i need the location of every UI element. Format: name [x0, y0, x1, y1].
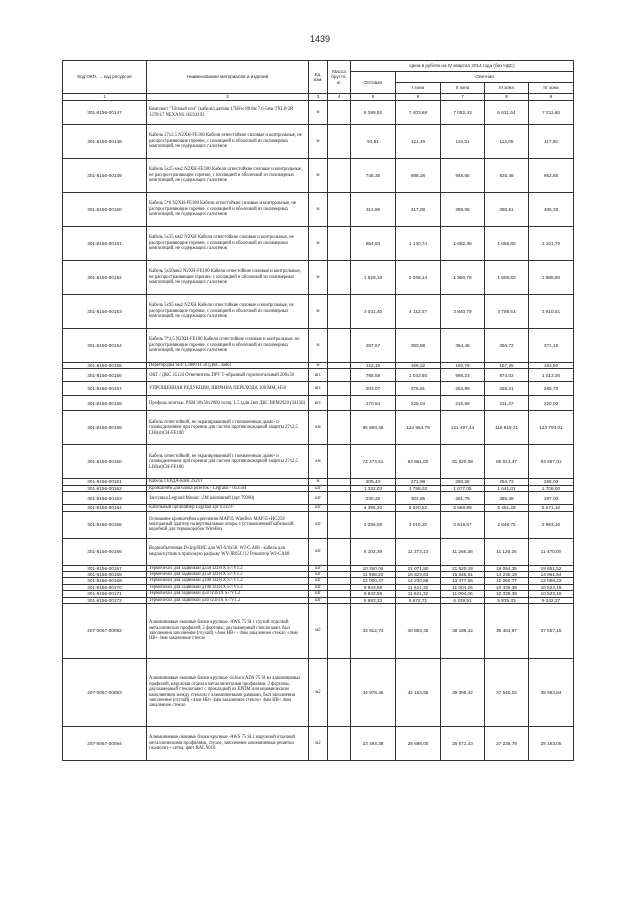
row-price-zone3: 157,25	[485, 363, 529, 369]
row-price-zone1: 124 963,79	[396, 411, 441, 445]
row-price-zone1: 225,04	[396, 396, 441, 411]
row-price-zone1: 1 043,60	[396, 369, 441, 382]
row-price-zone3: 390,51	[485, 193, 529, 227]
row-mass	[328, 445, 351, 479]
row-unit: м	[309, 227, 328, 261]
table-row	[63, 396, 574, 411]
row-unit: м	[309, 363, 328, 369]
row-mass	[328, 369, 351, 382]
row-mass	[328, 193, 351, 227]
row-price-zone2: 39 395,42	[441, 659, 485, 727]
row-code: 301-8156-00171	[63, 591, 147, 597]
row-price-zone3: 5 451,29	[485, 505, 529, 511]
row-price-zone1: 121,49	[396, 125, 441, 159]
row-price-zone3: 1 908,83	[485, 261, 529, 295]
row-mass	[328, 261, 351, 295]
row-mass	[328, 227, 351, 261]
row-price-zone3: 19 094,35	[485, 565, 529, 571]
row-unit: шт	[309, 597, 328, 603]
row-price-zone4: 1 013,30	[529, 369, 574, 382]
row-price-zone3: 10 339,39	[485, 584, 529, 590]
row-code: 301-8156-00170	[63, 584, 147, 590]
row-code: 301-8156-00154	[63, 329, 147, 363]
row-price-zone1: 5 820,52	[396, 505, 441, 511]
row-price-wholesale: 170,54	[351, 396, 396, 411]
header-zone2: II зона	[441, 83, 485, 94]
table-row	[63, 511, 574, 538]
row-price-zone4: 12 098,22	[529, 578, 574, 584]
row-price-wholesale: 95 893,46	[351, 411, 396, 445]
row-price-zone4: 269,70	[529, 382, 574, 396]
row-name: Кабель 5х25 мм2 N2XH-FE180 Кабели огнестойкие силовые и контрольные, не распространяющие горение, с изоляцией и оболочкой из полимерных композиций, не содержащих галогенов	[147, 159, 309, 193]
row-code: 301-8156-00161	[63, 479, 147, 485]
row-price-zone1: 11 621,32	[396, 591, 441, 597]
row-price-zone3: 2 848,75	[485, 511, 529, 538]
row-code: 301-8156-00159	[63, 411, 147, 445]
row-name: Кабель огнестойкий, не экранированный с пониженным дымо- и газовыделением при горении для систем противопожарной защиты 27х2,5 LIH(st)CH-FE180	[147, 411, 309, 445]
row-price-zone3: 112,05	[485, 125, 529, 159]
row-price-zone1: 271,98	[396, 479, 441, 485]
table-row	[63, 295, 574, 329]
row-mass	[328, 538, 351, 565]
row-price-zone4: 28 163,05	[529, 727, 574, 761]
row-price-wholesale: 3 031,40	[351, 295, 396, 329]
row-unit: м	[309, 295, 328, 329]
row-name: Кабель огнестойкий, не экранированный с пониженным дымо- и газовыделением при горении для систем противопожарной защиты 27х2,5 LIH(st)CH-FE180	[147, 445, 309, 479]
row-price-zone3: 118 919,31	[485, 411, 529, 445]
row-price-wholesale: 230,25	[351, 492, 396, 505]
row-code: 301-8156-00152	[63, 261, 147, 295]
row-price-zone4: 6 042,27	[529, 597, 574, 603]
row-price-zone3: 356,72	[485, 329, 529, 363]
row-price-wholesale: 12 000,47	[351, 578, 396, 584]
row-name: Кабель 5*6 N2XH-FE180 Кабели огнестойкие силовые и контрольные, не распространяющие горение, с изоляцией и оболочкой из полимерных композиций, не содержащих галогенов	[147, 193, 309, 227]
row-price-wholesale: 72 473,51	[351, 445, 396, 479]
row-price-wholesale: 8 102,39	[351, 538, 396, 565]
table-row	[63, 329, 574, 363]
row-name: Термочехол для задвижки д150 IZIFIX S7/V1.2	[147, 572, 309, 578]
row-price-zone3: 5 835,33	[485, 597, 529, 603]
row-price-zone4: 3 910,51	[529, 295, 574, 329]
row-code: 301-8156-00147	[63, 101, 147, 125]
row-price-zone4: 265,00	[529, 479, 574, 485]
row-price-wholesale: 2 296,58	[351, 511, 396, 538]
row-code: 301-8156-00150	[63, 193, 147, 227]
row-price-zone2: 3 840,79	[441, 295, 485, 329]
row-price-wholesale: 93,91	[351, 125, 396, 159]
row-code: 207-0067-00093	[63, 659, 147, 727]
row-price-wholesale: 11 998,20	[351, 572, 396, 578]
row-unit: шт.	[309, 396, 328, 411]
row-unit: шт.	[309, 382, 328, 396]
row-mass	[328, 396, 351, 411]
row-unit: шт	[309, 505, 328, 511]
row-price-zone4: 1 708,00	[529, 485, 574, 491]
row-price-zone3: 10 339,39	[485, 591, 529, 597]
row-unit: м	[309, 261, 328, 295]
row-price-zone2: 264,89	[441, 382, 485, 396]
row-price-zone1: 6 672,71	[396, 597, 441, 603]
row-price-zone4: 123 793,01	[529, 411, 574, 445]
row-name: ОКГ / ДКС 35124 Ответвитель DPT Т-образный горизонтальный 200х50	[147, 369, 309, 382]
row-name: Основание кронштейна крепления MAP35 WireBox MAP35+HG258 монтажный адаптер на вертикальные опоры с установленной кабельной коробкой для термокоробок WireBox	[147, 511, 309, 538]
row-price-zone2: 38 185,42	[441, 604, 485, 659]
row-price-zone4: 11 470,00	[529, 538, 574, 565]
row-price-wholesale: 203,07	[351, 382, 396, 396]
row-code: 301-8156-00166	[63, 538, 147, 565]
row-price-wholesale: 34 978,46	[351, 659, 396, 727]
row-code: 301-8156-00157	[63, 382, 147, 396]
row-price-zone4: 5 671,10	[529, 505, 574, 511]
row-unit: км	[309, 411, 328, 445]
row-price-zone4: 14 961,54	[529, 572, 574, 578]
row-name: Алюминиевые оконные блоки крупные -AWS 75 SI с наружной отделкой металлическими профилями, глухое, заполнение алюминиевые решетки (жалюзи) + сетка, цвет RAL 9016	[147, 727, 309, 761]
row-price-zone3: 14 236,19	[485, 572, 529, 578]
column-number: 4	[328, 94, 351, 101]
row-unit: шт	[309, 511, 328, 538]
row-unit: м	[309, 193, 328, 227]
row-mass	[328, 159, 351, 193]
table-row	[63, 369, 574, 382]
row-name: Алюминиевые оконные блоки крупные -Schuco ADS 75 SI из алюминиевых профилей, наружная отделка металлическими профилями, 2 фортоны, двухкамерный стеклопакет с прокладкой из EPDM или керамическим наполнением между стеклом с алюминиевыми рамками, был заполнения заполнение (глухой) +4мм НВ+ 4мм закаленное стекло+ 4мм НВ+ 4мм закаленное стекло	[147, 659, 309, 727]
row-mass	[328, 511, 351, 538]
row-price-wholesale: 1 332,03	[351, 485, 396, 491]
row-name: Кабель 5х35 мм2 N2XH Кабели огнестойкие силовые и контрольные, не распространяющие горение, с изоляцией и оболочкой из полимерных композиций, не содержащих галогенов	[147, 227, 309, 261]
row-unit: м	[309, 101, 328, 125]
row-code: 301-8156-00172	[63, 597, 147, 603]
row-price-zone1: 40 853,45	[396, 604, 441, 659]
row-name: Термочехол для задвижки д100 IZIFIX S7/V1.2	[147, 584, 309, 590]
row-mass	[328, 125, 351, 159]
row-price-zone4: 7 211,60	[529, 101, 574, 125]
table-row	[63, 125, 574, 159]
row-unit: м	[309, 125, 328, 159]
header-code: Код ОКП, ... код ресурсов	[63, 61, 147, 94]
row-mass	[328, 727, 351, 761]
row-price-wholesale: 205,43	[351, 479, 396, 485]
row-code: 301-8156-00169	[63, 578, 147, 584]
row-name: Термочехол для задвижки д40 IZIFIX S7/V1.2	[147, 597, 309, 603]
row-code: 301-8156-00153	[63, 295, 147, 329]
row-code: 301-8156-00151	[63, 227, 147, 261]
row-price-zone1: 304,85	[396, 492, 441, 505]
row-price-zone2: 91 820,08	[441, 445, 485, 479]
row-code: 301-8156-00160	[63, 445, 147, 479]
row-price-wholesale: 33 912,74	[351, 604, 396, 659]
row-price-zone2: 7 092,43	[441, 101, 485, 125]
row-price-wholesale: 122,15	[351, 363, 396, 369]
row-code: 301-8156-00158	[63, 396, 147, 411]
row-price-zone4: 38 683,84	[529, 659, 574, 727]
row-code: 207-0067-00092	[63, 604, 147, 659]
row-price-zone1: 14 230,86	[396, 578, 441, 584]
row-price-zone1: 28 698,00	[396, 727, 441, 761]
row-name: Кабель 5х50мм2 N2XH-FE180 Кабели огнестойкие силовые и контрольные, не распространяющие горение, с изоляцией и оболочкой из полимерных композиций, не содержащих галогенов	[147, 261, 309, 295]
row-price-zone2: 1 082,36	[441, 227, 485, 261]
row-price-zone2: 1 677,05	[441, 485, 485, 491]
row-unit: шт	[309, 485, 328, 491]
row-price-zone2: 1 950,79	[441, 261, 485, 295]
row-unit: м2	[309, 604, 328, 659]
header-mass: Масса брутто, кг	[328, 61, 351, 94]
row-price-zone3: 12 260,77	[485, 578, 529, 584]
row-name: Термочехол для задвижки д50 IZIFIX S7/V1.2	[147, 591, 309, 597]
row-price-zone1: 21 071,80	[396, 565, 441, 571]
row-price-zone2: 115,31	[441, 125, 485, 159]
row-price-zone4: 220,00	[529, 396, 574, 411]
row-price-zone4: 1 985,80	[529, 261, 574, 295]
row-price-zone2: 11 004,26	[441, 591, 485, 597]
row-price-zone4: 2 963,10	[529, 511, 574, 538]
row-unit: шт.	[309, 369, 328, 382]
row-name: Комплект "Тёплый пол" (кабель) датчик 17BFw 80.8м 7.6-5мм TXLP/2R 1370/17 NEXANS 10224193	[147, 101, 309, 125]
price-table	[62, 60, 574, 761]
row-code: 301-8156-00164	[63, 505, 147, 511]
row-price-zone2: 995,23	[441, 369, 485, 382]
row-code: 301-8156-00155	[63, 363, 147, 369]
row-price-zone1: 11 373,13	[396, 538, 441, 565]
page-number: 1439	[309, 34, 331, 44]
header-zone1: I зона	[396, 83, 441, 94]
row-name: УПРОЩЕННАЯ РЕДУКЦИЯ, ШИРИНА ПЕРЕХОДА 100 MM, H50	[147, 382, 309, 396]
row-mass	[328, 382, 351, 396]
row-price-wholesale: 5 683,32	[351, 597, 396, 603]
table-body	[63, 101, 574, 761]
row-name: Кабельный органайзер Legrand арт 033597	[147, 505, 309, 511]
row-price-zone4: 962,80	[529, 159, 574, 193]
row-unit: шт	[309, 565, 328, 571]
row-price-zone3: 254,73	[485, 479, 529, 485]
row-name: Кабель ГЕРДА-КВК 2х2х1	[147, 479, 309, 485]
row-price-wholesale: 10 260,06	[351, 565, 396, 571]
row-price-zone4: 1 101,70	[529, 227, 574, 261]
row-name: Профиль монтаж. PSM 30х50х2000 толщ. 1.5 (для 2мп ДКС BPM2920 (3413il)	[147, 396, 309, 411]
row-mass	[328, 101, 351, 125]
row-price-zone2: 121 497,44	[441, 411, 485, 445]
table-row	[63, 727, 574, 761]
row-price-zone1: 417,09	[396, 193, 441, 227]
row-price-zone3: 925,48	[485, 159, 529, 193]
row-price-zone3: 1 641,01	[485, 485, 529, 491]
table-row	[63, 411, 574, 445]
row-price-zone1: 3 015,20	[396, 511, 441, 538]
header-delivery: Сметная	[396, 72, 574, 83]
row-price-zone2: 21 520,19	[441, 565, 485, 571]
row-price-zone1: 988,28	[396, 159, 441, 193]
row-price-wholesale: 23 494,38	[351, 727, 396, 761]
table-row	[63, 492, 574, 505]
row-price-wholesale: 9 843,59	[351, 591, 396, 597]
row-price-zone3: 974,02	[485, 369, 529, 382]
row-price-zone3: 37 540,02	[485, 659, 529, 727]
row-price-wholesale: 785,59	[351, 369, 396, 382]
row-unit: шт	[309, 591, 328, 597]
table-row	[63, 538, 574, 565]
row-price-zone2: 945,65	[441, 159, 485, 193]
row-mass	[328, 329, 351, 363]
table-row	[63, 159, 574, 193]
row-name: Перегородка SEP L3000 H 50 (ДКС 3ad6)	[147, 363, 309, 369]
row-price-zone3: 36 404,97	[485, 604, 529, 659]
row-price-zone1: 11 621,32	[396, 584, 441, 590]
column-number: 7	[441, 94, 485, 101]
row-price-zone3: 285,49	[485, 492, 529, 505]
column-number: 5	[351, 94, 396, 101]
table-row	[63, 193, 574, 227]
row-code: 207-0067-00094	[63, 727, 147, 761]
row-price-wholesale: 5 399,92	[351, 101, 396, 125]
row-price-zone3: 1 058,80	[485, 227, 529, 261]
row-unit: км	[309, 445, 328, 479]
row-unit: м	[309, 329, 328, 363]
row-mass	[328, 659, 351, 727]
row-price-zone3: 11 126,26	[485, 538, 529, 565]
row-name: Заглушка Legrand Mosaic -2M алюминий (арт 79280)	[147, 492, 309, 505]
row-mass	[328, 604, 351, 659]
row-mass	[328, 411, 351, 445]
row-name: Кабель 5х95 мм2 N2XH Кабели огнестойкие силовые и контрольные, не распространяющие горение, с изоляцией и оболочкой из полимерных композиций, не содержащих галогенов	[147, 295, 309, 329]
row-price-zone1: 4 112,37	[396, 295, 441, 329]
header-zone4: IV зона	[529, 83, 574, 94]
header-name: Наименование материалов и изделий	[147, 61, 309, 94]
row-unit: шт	[309, 572, 328, 578]
row-price-zone2: 364,48	[441, 329, 485, 363]
table-row	[63, 261, 574, 295]
header-unit: Ед. изм.	[309, 61, 328, 94]
row-price-zone4: 371,10	[529, 329, 574, 363]
row-price-zone1: 1 759,02	[396, 485, 441, 491]
row-price-zone4: 93 487,01	[529, 445, 574, 479]
row-price-zone4: 10 523,16	[529, 591, 574, 597]
table-row	[63, 101, 574, 125]
column-number: 8	[485, 94, 529, 101]
row-name: Кабель 27х2.5 N2XH-FE180 Кабели огнестойкие силовые и контрольные, не распространяющие горение, с изоляцией и оболочкой из полимерных композиций, не содержащих галогенов	[147, 125, 309, 159]
row-unit: шт	[309, 578, 328, 584]
row-price-wholesale: 854,93	[351, 227, 396, 261]
row-unit: шт	[309, 584, 328, 590]
column-number: 9	[529, 94, 574, 101]
row-price-zone4: 37 567,15	[529, 604, 574, 659]
row-price-zone2: 11 266,28	[441, 538, 485, 565]
row-price-zone2: 216,69	[441, 396, 485, 411]
row-price-zone1: 93 951,00	[396, 445, 441, 479]
row-price-zone1: 2 038,14	[396, 261, 441, 295]
row-price-zone1: 276,81	[396, 382, 441, 396]
row-unit: м2	[309, 727, 328, 761]
table-row	[63, 445, 574, 479]
column-number: 1	[63, 94, 147, 101]
row-price-zone2: 2 919,57	[441, 511, 485, 538]
row-code: 301-8156-00156	[63, 369, 147, 382]
row-price-zone3: 27 238,79	[485, 727, 529, 761]
column-number: 2	[147, 94, 309, 101]
table-row	[63, 659, 574, 727]
row-price-zone2: 13 477,56	[441, 578, 485, 584]
row-unit: м	[309, 159, 328, 193]
row-price-wholesale: 314,86	[351, 193, 396, 227]
row-price-zone2: 6 339,51	[441, 597, 485, 603]
row-price-zone4: 117,60	[529, 125, 574, 159]
row-price-zone1: 7 403,69	[396, 101, 441, 125]
row-price-wholesale: 746,36	[351, 159, 396, 193]
row-mass	[328, 492, 351, 505]
row-price-zone1: 1 130,74	[396, 227, 441, 261]
header-wholesale: Оптовая	[351, 72, 396, 94]
row-price-zone2: 160,78	[441, 363, 485, 369]
row-unit: м2	[309, 659, 328, 727]
row-mass	[328, 295, 351, 329]
column-number: 6	[396, 94, 441, 101]
header-zone3: III зона	[485, 83, 529, 94]
row-name: Кронштейн для блока розеток - Legrand - 053594	[147, 485, 309, 491]
row-price-zone3: 211,47	[485, 396, 529, 411]
row-price-zone1: 168,22	[396, 363, 441, 369]
table-header	[63, 61, 574, 101]
row-price-zone4: 163,90	[529, 363, 574, 369]
row-price-zone1: 42 153,55	[396, 659, 441, 727]
row-price-zone3: 6 631,54	[485, 101, 529, 125]
row-code: 301-8156-00167	[63, 565, 147, 571]
row-unit: шт	[309, 492, 328, 505]
row-code: 301-8156-00168	[63, 572, 147, 578]
row-price-wholesale: 4 396,20	[351, 505, 396, 511]
row-price-zone2: 291,79	[441, 492, 485, 505]
row-price-wholesale: 287,67	[351, 329, 396, 363]
row-price-zone4: 10 523,16	[529, 584, 574, 590]
row-name: Термочехол для задвижки д100 IZIFIX S7/V1.2	[147, 578, 309, 584]
table-row	[63, 604, 574, 659]
row-price-zone2: 15 645,51	[441, 572, 485, 578]
row-name: Алюминиевые оконные блоки крупные -AWS 75 SI с глухой отделкой металлических профилей, 2 фортоны, двухкамерный стеклопакет. был заполнения заполнение (глухой) +4мм НВ+ - 4мм закаленное стекло +4мм НВ+ 4мм закаленное стекло	[147, 604, 309, 659]
row-price-zone2: 11 004,26	[441, 584, 485, 590]
row-name: Кабель 7*2,5 N2XH-FE180 Кабели огнестойкие силовые и контрольные, не распространяющие горение, с изоляцией и оболочкой из полимерных композиций, не содержащих галогенов	[147, 329, 309, 363]
row-price-zone2: 28 671,43	[441, 727, 485, 761]
table-row	[63, 227, 574, 261]
row-price-zone4: 19 651,52	[529, 565, 574, 571]
row-price-zone4: 297,00	[529, 492, 574, 505]
row-price-zone2: 260,28	[441, 479, 485, 485]
row-code: 301-8156-00165	[63, 511, 147, 538]
row-unit: м	[309, 479, 328, 485]
row-price-zone1: 15 523,63	[396, 572, 441, 578]
row-price-zone1: 380,88	[396, 329, 441, 363]
row-name: Термочехол для задвижки д250 IZIFIX S7/V1.2	[147, 565, 309, 571]
row-code: 301-8156-00148	[63, 125, 147, 159]
row-name: Водоизбыточная D-ring/ВНС для WJ-S/6x50. WJ-C.А68 - кабель для медиаспутник в прихожую разрыву WV-JR65C/12 Ремонтор WJ-CA68	[147, 538, 309, 565]
row-code: 301-8156-00149	[63, 159, 147, 193]
row-code: 301-8156-00162	[63, 485, 147, 491]
row-code: 301-8156-00163	[63, 492, 147, 505]
table-row	[63, 382, 574, 396]
row-price-zone3: 259,21	[485, 382, 529, 396]
row-price-zone2: 5 569,99	[441, 505, 485, 511]
row-price-wholesale: 9 843,59	[351, 584, 396, 590]
row-unit: шт	[309, 538, 328, 565]
column-number: 3	[309, 94, 328, 101]
header-price-group: Цена в рублях на IV квартал 2014 года (без НДС)	[351, 61, 574, 72]
row-price-zone4: 406,30	[529, 193, 574, 227]
row-price-zone2: 399,06	[441, 193, 485, 227]
row-price-wholesale: 1 529,18	[351, 261, 396, 295]
row-price-zone3: 89 813,47	[485, 445, 529, 479]
row-price-zone3: 3 759,51	[485, 295, 529, 329]
